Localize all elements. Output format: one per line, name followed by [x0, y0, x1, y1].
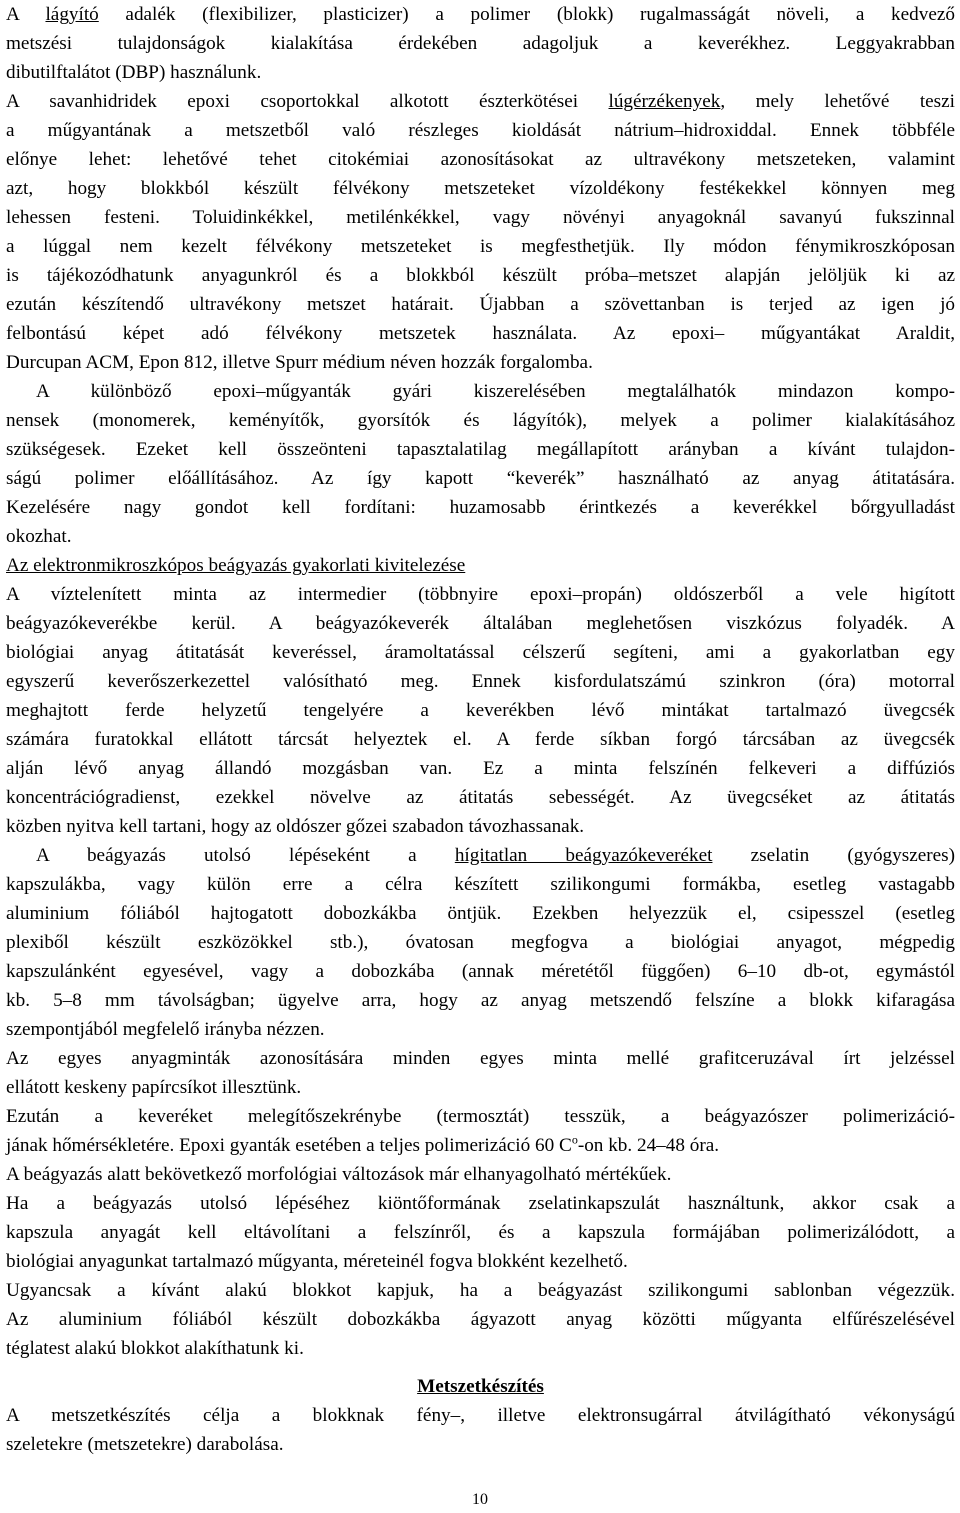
text-line: biológiai anyag átitatását keveréssel, áramoltatással célszerű segíteni, ami a gyakorlatban egy [6, 642, 955, 663]
text-line [6, 87, 955, 116]
text-line: Durcupan ACM, Epon 812, illetve Spurr médium néven hozzák forgalomba. [6, 352, 593, 373]
text-line: Ezután a keveréket melegítőszekrénybe (termosztát) tesszük, a beágyazószer polimerizáció- [6, 1106, 955, 1127]
text-line: koncentrációgradienst, ezekkel növelve az átitatás sebességét. Az üvegcséket az átitatás [6, 787, 955, 808]
text-span: jának hőmérsékletére. Epoxi gyanták esetében a teljes polimerizáció 60 C [6, 1135, 572, 1156]
text-line: ságú polimer előállításához. Az így kapott “keverék” használható az anyag átitatására. [6, 468, 955, 489]
text-line: előnye lehet: lehetővé tehet citokémiai azonosításokat az ultravékony metszeteken, valamint [6, 149, 955, 170]
text-line: dibutilftalátot (DBP) használunk. [6, 62, 262, 83]
text-line: metszési tulajdonságok kialakítása érdekében adagoljuk a keverékhez. Leggyakrabban [6, 33, 955, 54]
text-line: A beágyazás alatt bekövetkező morfológiai változások már elhanyagolható mértékűek. [6, 1164, 672, 1185]
text-span: A savanhidridek epoxi csoportokkal alkotott észterkötései [6, 91, 609, 112]
text-line: kapszulákba, vagy külön erre a célra készített szilikongumi formákba, esetleg vastagabb [6, 874, 955, 895]
section-subheading: Az elektronmikroszkópos beágyazás gyakorlati kivitelezése [6, 555, 466, 576]
text-line: ezután készítendő ultravékony metszet határait. Újabban a szövettanban is terjed az igen jó [6, 294, 955, 315]
text-line: kapszula anyagát kell eltávolítani a felszínről, és a kapszula formájában polimerizálódott, a [6, 1222, 955, 1243]
text-line: egyszerű keverőszerkezettel valósítható meg. Ennek kisfordulatszámú szinkron (óra) motorral [6, 671, 955, 692]
section-heading: Metszetkészítés [417, 1376, 544, 1397]
text-span: A [6, 4, 46, 25]
text-line: szükségesek. Ezeket kell összeönteni tapasztalatilag megállapított arányban a kívánt tulajdon- [6, 439, 955, 460]
text-span: , mely lehetővé teszi [720, 91, 955, 112]
text-line: beágyazókeverékbe kerül. A beágyazókeverék általában meglehetősen viszkózus folyadék. A [6, 613, 955, 634]
text-span: adalék (flexibilizer, plasticizer) a polimer (blokk) rugalmasságát növeli, a kedvező [98, 4, 955, 25]
text-line: A víztelenített minta az intermedier (többnyire epoxi–propán) oldószerből a vele higított [6, 584, 955, 605]
text-line: Az aluminium fóliából készült dobozkákba ágyazott anyag közötti műgyanta elfűrészelésével [6, 1309, 955, 1330]
text-line: a lúggal nem kezelt félvékony metszeteket is megfesthetjük. Ily módon fénymikroszkóposan [6, 236, 955, 257]
text-line: kapszulánként egyesével, vagy a dobozkába (annak méretétől függően) 6–10 db-ot, egymástól [6, 961, 955, 982]
text-line: Az egyes anyagminták azonosítására minden egyes minta mellé grafitceruzával írt jelzéssel [6, 1048, 955, 1069]
text-span: A beágyazás utolsó lépéseként a [36, 845, 455, 866]
text-line: Ha a beágyazás utolsó lépéséhez kiöntőformának zselatinkapszulát használtunk, akkor csak a [6, 1193, 955, 1214]
text-line: szempontjából megfelelő irányba nézzen. [6, 1019, 325, 1040]
text-line: plexiből készült eszközökkel stb.), óvatosan megfogva a biológiai anyagot, mégpedig [6, 932, 955, 953]
text-span: zselatin (gyógyszeres) [712, 845, 955, 866]
text-line: A metszetkészítés célja a blokknak fény–, illetve elektronsugárral átvilágítható vékonyságú [6, 1405, 955, 1426]
text-line: ellátott keskeny papírcsíkot illesztünk. [6, 1077, 302, 1098]
text-line: szeletekre (metszetekre) darabolása. [6, 1434, 284, 1455]
text-span: -on kb. 24–48 óra. [577, 1135, 720, 1156]
text-line: kb. 5–8 mm távolságban; ügyelve arra, hogy az anyag metszendő felszíne a blokk kifaragása [6, 990, 955, 1011]
spacer [6, 1363, 955, 1372]
text-line: téglatest alakú blokkot alakíthatunk ki. [6, 1338, 304, 1359]
text-line [6, 841, 955, 870]
text-line: azt, hogy blokkból készült félvékony metszeteket vízoldékony festékekkel könnyen meg [6, 178, 955, 199]
superscript: o [571, 1132, 578, 1147]
text-line: Ugyancsak a kívánt alakú blokkot kapjuk, ha a beágyazást szilikongumi sablonban végezzük. [6, 1280, 955, 1301]
text-line: lehessen festeni. Toluidinkékkel, metilénkékkel, vagy növényi anyagoknál savanyú fukszinnal [6, 207, 955, 228]
underlined-term: lúgérzékenyek [608, 91, 721, 112]
text-line [6, 0, 955, 29]
text-line: számára furatokkal ellátott tárcsát helyeztek el. A ferde síkban forgó tárcsában az üvegcsék [6, 729, 955, 750]
text-line: okozhat. [6, 526, 72, 547]
underlined-term: hígitatlan beágyazókeveréket [454, 845, 713, 866]
text-line: a műgyantának a metszetből való részleges kioldását nátrium–hidroxiddal. Ennek többféle [6, 120, 955, 141]
page-number: 10 [472, 1491, 488, 1508]
document-page [6, 0, 955, 1459]
text-line: alján lévő anyag állandó mozgásban van. Ez a minta felszínén felkeveri a diffúziós [6, 758, 955, 779]
text-line: A különböző epoxi–műgyanták gyári kiszerelésében megtalálhatók mindazon kompo- [36, 381, 955, 402]
text-line [6, 1131, 955, 1160]
text-line: is tájékozódhatunk anyagunkról és a blokkból készült próba–metszet alapján jelöljük ki az [6, 265, 955, 286]
text-line: aluminium fóliából hajtogatott dobozkákba öntjük. Ezekben helyezzük el, csipesszel (esetleg [6, 903, 955, 924]
text-line: Kezelésére nagy gondot kell fordítani: huzamosabb érintkezés a keverékkel bőrgyulladást [6, 497, 955, 518]
text-line: biológiai anyagunkat tartalmazó műgyanta, méreteinél fogva blokként kezelhető. [6, 1251, 628, 1272]
text-line: felbontású képet adó félvékony metszetek használata. Az epoxi– műgyantákat Araldit, [6, 323, 955, 344]
text-line: közben nyitva kell tartani, hogy az oldószer gőzei szabadon távozhassanak. [6, 816, 585, 837]
text-line: nensek (monomerek, keményítők, gyorsítók és lágyítók), melyek a polimer kialakításához [6, 410, 955, 431]
underlined-term: lágyító [45, 4, 99, 25]
text-line: meghajtott ferde helyzetű tengelyére a keverékben lévő mintákat tartalmazó üvegcsék [6, 700, 955, 721]
